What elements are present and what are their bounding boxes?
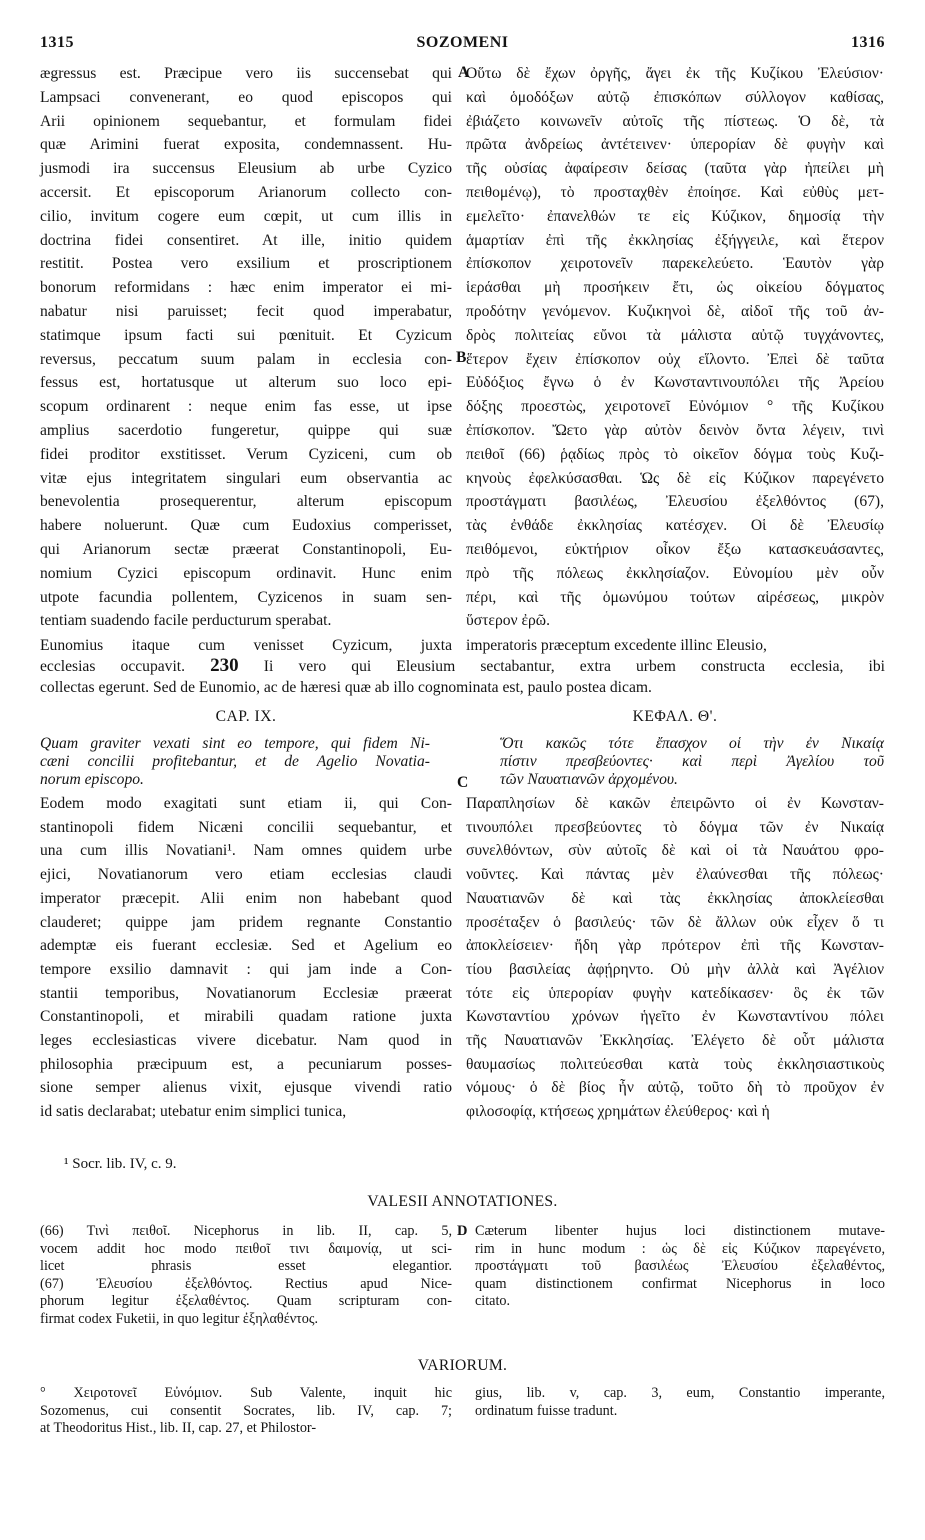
greek-text-line: πρῶτα ἀνδρείως ἀντέτεινεν· ὑπερορίαν δὲ φυγὴν καὶ bbox=[466, 136, 884, 154]
latin-body-line: id satis declarabat; utebatur enim simplici tunica, bbox=[40, 1103, 347, 1121]
footnote: ¹ Socr. lib. IV, c. 9. bbox=[64, 1156, 177, 1172]
greek-body-line: θαυμασίως πολιτεύεσθαι κατὰ τοὺς ἐκκλησιαστικοὺς bbox=[466, 1055, 884, 1073]
latin-text-line: ægressus est. Præcipue vero iis succensebat qui bbox=[40, 65, 452, 82]
latin-text-line: vitæ ejus integritatem singulari eum observantia ac bbox=[40, 469, 452, 487]
greek-text-line: δόξης προεστὼς, χειροτονεῖ Εὐνόμιον ° τῆς Κυζίκου bbox=[466, 398, 884, 416]
greek-text-line: πρὸ τῆς πόλεως ἐκκλησίαζον. Εὐνομίου μὲν οὖν bbox=[466, 564, 884, 582]
latin-body-line: Constantinopoli, et mirabili quadam ratione juxta bbox=[40, 1008, 452, 1026]
annotation-line: firmat codex Fuketii, in quo legitur ἐξηλαθέντος. bbox=[40, 1311, 319, 1327]
full-line-2-part-a: ecclesias occupavit. bbox=[40, 658, 186, 675]
latin-text-line: amplius sacerdotio fungeretur, quippe qui suæ bbox=[40, 422, 452, 439]
margin-marker-d: D bbox=[457, 1223, 468, 1239]
annotation-line: προστάγματι τοῦ βασιλέως Ἐλευσίου ἐξελαθέντος, bbox=[475, 1258, 885, 1275]
latin-text-line: accersit. Et episcoporum Arianorum collecto con- bbox=[40, 184, 452, 201]
latin-text-line: tentiam suadendo facile perducturum sperabat. bbox=[40, 612, 332, 630]
annotation-line: phorum legitur ἐξελαθέντος. Quam scripturam con- bbox=[40, 1293, 452, 1310]
latin-text-line: quæ Arimini fuerat exposita, condemnassent. Hu- bbox=[40, 136, 452, 154]
greek-summary-line: Ὅτι κακῶς τότε ἔπασχον οἱ τὴν ἐν Νικαίᾳ bbox=[500, 735, 884, 752]
greek-body-line: φιλοσοφίᾳ, κτήσεως χρημάτων ἐλεύθερος· καὶ ἡ bbox=[466, 1103, 770, 1121]
greek-body-line: Κωνσταντίου χρόνων ἡγεῖτο ἐν Κωνσταντίνου πόλει bbox=[466, 1008, 884, 1026]
greek-text-line: πειθοῖ (66) ῥᾳδίως πρὸς τὸ οἰκεῖον δόγμα τοὺς Κυζι- bbox=[466, 445, 884, 463]
margin-marker-c: C bbox=[457, 774, 469, 791]
latin-text-line: scopum ordinarent : neque enim fas esse, ut ipse bbox=[40, 398, 452, 416]
greek-text-line: τῆς οὐσίας ἀφαίρεσιν δείσας (ταῦτα γὰρ ἠπείλει μὴ bbox=[466, 160, 884, 178]
variorum-line: ordinatum fuisse tradunt. bbox=[475, 1402, 618, 1419]
greek-text-line: ἐπίσκοπον. Ὤετο γὰρ αὐτὸν δεινὸν ὄντα λέγειν, τινὶ bbox=[466, 422, 884, 439]
annotation-line: vocem addit hoc modo πειθοῖ τινι δαιμονίᾳ, ut sci- bbox=[40, 1240, 452, 1257]
latin-text-line: bonorum reformidans : hæc enim imperator ei mi- bbox=[40, 279, 452, 297]
latin-text-line: Arii opinionem sequebantur, et formulam fidei bbox=[40, 112, 452, 130]
greek-text-line: τὰς ἐνθάδε ἐκκλησίας κατέσχεν. Οἱ δὲ Ἐλευσίῳ bbox=[466, 517, 884, 535]
latin-text-line: nabatur nisi paruisset; fecit quod imperabatur, bbox=[40, 303, 452, 320]
latin-text-line: reversus, peccatum suum palam in ecclesia con- bbox=[40, 350, 452, 368]
annotation-line: citato. bbox=[475, 1293, 511, 1310]
latin-text-line: statimque ipsum facti sui pœnituit. Et Cyzicum bbox=[40, 326, 452, 344]
latin-text-line: restitit. Postea vero exsilium et proscriptionem bbox=[40, 255, 452, 273]
running-title: SOZOMENI bbox=[416, 34, 509, 51]
greek-text-line: πειθόμενοι, εὐκτήριον οἶκον ἔξω κατασκευάσαντες, bbox=[466, 541, 884, 558]
latin-body-line: imperator præcepit. Alii enim non habebant quod bbox=[40, 889, 452, 907]
variorum-heading: VARIORUM. bbox=[417, 1357, 508, 1374]
variorum-line: ° Χειροτονεῖ Εὐνόμιον. Sub Valente, inquit hic bbox=[40, 1385, 452, 1401]
greek-column-continuation: imperatoris præceptum excedente illinc Eleusio, bbox=[466, 637, 767, 654]
greek-body-line: ἀποκλείσειεν· ἤδη γὰρ πρότερον ἐπὶ τῆς Κωνσταν- bbox=[466, 937, 884, 955]
latin-summary-line: cæni concilii profitebantur, et de Agelio Novatia- bbox=[40, 753, 430, 770]
latin-text-line: Lampsaci convenerant, eo quod episcopos qui bbox=[40, 88, 452, 106]
latin-body-line: ademptæ eis fuerant ecclesiæ. Sed et Agelium eo bbox=[40, 937, 452, 955]
greek-text-line: δρὸς πολιτείας εὔνοι τὰ μάλιστα αὐτῷ τυγχάνοντες, bbox=[466, 326, 884, 344]
latin-text-line: jusmodi ira succensus Eleusium ab urbe Cyzico bbox=[40, 160, 452, 178]
variorum-line: at Theodoritus Hist., lib. II, cap. 27, et Philostor- bbox=[40, 1420, 317, 1437]
full-line-2-part-b: Ii vero qui Eleusium sectabantur, extra urbem constructa ecclesia, ibi bbox=[263, 658, 885, 675]
latin-text-line: fessus est, hortatusque ut alterum suo loco epi- bbox=[40, 374, 452, 392]
latin-text-line: habere noluerunt. Quæ cum Eudoxius comperisset, bbox=[40, 517, 452, 535]
greek-summary-line: πίστιν πρεσβεύοντες· καὶ περὶ Ἀγελίου τοῦ bbox=[500, 753, 884, 770]
margin-marker-a: A bbox=[458, 64, 470, 81]
variorum-line: gius, lib. v, cap. 3, eum, Constantio imperante, bbox=[475, 1385, 885, 1401]
greek-body-line: τίου βασιλείας ἀφῄρηντο. Οὐ μὴν ἀλλὰ καὶ Ἀγέλιον bbox=[466, 960, 884, 978]
latin-body-line: ejici, Novatianorum vero etiam ecclesias claudi bbox=[40, 866, 452, 884]
annotation-line: rim in hunc modum : ὡς δὲ εἰς Κύζικον παρεγένετο, bbox=[475, 1240, 885, 1257]
annotation-line: (66) Τινὶ πειθοῖ. Nicephorus in lib. II, cap. 5, bbox=[40, 1223, 452, 1239]
latin-text-line: cilio, invitum cogere eum cœpit, ut cum illis in bbox=[40, 207, 452, 225]
latin-body-line: Eodem modo exagitati sunt etiam ii, qui Con- bbox=[40, 795, 452, 812]
latin-body-line: stantinopoli fidem Nicæni concilii sequebantur, et bbox=[40, 818, 452, 836]
column-number-230: 230 bbox=[210, 655, 239, 676]
variorum-line: Sozomenus, cui consentit Socrates, lib. IV, cap. 7; bbox=[40, 1402, 452, 1419]
latin-text-line: nomium Cyzici episcopum ordinavit. Hunc enim bbox=[40, 564, 452, 582]
latin-body-line: tempore exsilio damnavit : qui jam inde a Con- bbox=[40, 960, 452, 978]
margin-marker-b: B bbox=[456, 349, 467, 366]
greek-body-line: συνελθόντων, σὺν αὐτοῖς δὲ καὶ οἱ τὰ Ναυάτου φρο- bbox=[466, 842, 884, 860]
latin-body-line: sione semper alienus vixit, ejusque vivendi ratio bbox=[40, 1079, 452, 1097]
chapter-heading-latin: CAP. IX. bbox=[215, 708, 277, 725]
annotation-line: (67) Ἐλευσίου ἐξελθόντος. Rectius apud Nice- bbox=[40, 1275, 452, 1292]
latin-line-eunomius: Eunomius itaque cum venisset Cyzicum, juxta bbox=[40, 637, 452, 654]
latin-text-line: utpote facundia pollentem, Cyzicenos in suam sen- bbox=[40, 588, 452, 606]
annotation-line: licet phrasis esset elegantior. bbox=[40, 1258, 452, 1275]
greek-body-line: τινουπόλει πρεσβεύοντες τὸ δόγμα τῶν ἐν Νικαίᾳ bbox=[466, 818, 884, 836]
greek-body-line: Παραπλησίων δὲ κακῶν ἐπειρῶντο οἱ ἐν Κωνσταν- bbox=[466, 795, 884, 812]
latin-body-line: leges ecclesiasticas vivere dicebatur. Nam quod in bbox=[40, 1032, 452, 1049]
greek-body-line: Ναυατιανῶν δὲ καὶ τὰς ἐκκλησίας ἀποκλείεσθαι bbox=[466, 889, 884, 907]
greek-text-line: κηνοὺς ἐφελκύσασθαι. Ὡς δὲ εἰς Κύζικον παρεγένετο bbox=[466, 469, 884, 487]
page-number-left: 1315 bbox=[40, 34, 74, 51]
greek-body-line: τῆς Ναυατιανῶν Ἐκκλησίας. Ἐλέγετο δὲ οὗτ μάλιστα bbox=[466, 1032, 884, 1049]
greek-text-line: ἐβιάζετο κοινωνεῖν αὐτοῖς τῆς πίστεως. Ὁ δὲ, τὰ bbox=[466, 112, 884, 130]
valesii-heading: VALESII ANNOTATIONES. bbox=[367, 1193, 558, 1210]
greek-text-line: Εὐδόξιος ἔγνω ὁ ἐν Κωνσταντινουπόλει τῆς Ἀρείου bbox=[466, 374, 884, 392]
greek-text-line: Οὕτω δὲ ἔχων ὀργῆς, ἄγει ἐκ τῆς Κυζίκου Ἐλεύσιον· bbox=[466, 65, 884, 82]
annotation-line: Cæterum libenter hujus loci distinctionem mutave- bbox=[475, 1223, 885, 1239]
full-width-line-2 bbox=[40, 656, 885, 676]
latin-text-line: benevolentia prosequerentur, alterum episcopum bbox=[40, 493, 452, 511]
greek-text-line: ὕστερον ἐρῶ. bbox=[466, 612, 550, 630]
greek-text-line: προστάγματι βασιλέως, Ἐλευσίου ἐξελθόντος (67), bbox=[466, 493, 884, 511]
greek-text-line: πέρι, καὶ τῆς ὁμωνύμου τούτων αἱρέσεως, μικρὸν bbox=[466, 588, 884, 606]
latin-body-line: stantii temporibus, Novatianorum Ecclesiæ præerat bbox=[40, 984, 452, 1002]
greek-summary-line: τῶν Ναυατιανῶν ἀρχομένου. bbox=[500, 771, 678, 788]
greek-text-line: ἕτερον ἔχειν ἐπίσκοπον οὐχ εἵλοντο. Ἐπεὶ δὲ ταῦτα bbox=[466, 350, 884, 368]
greek-body-line: νόμους· ὁ δὲ βίος ἦν αὐτῷ, τοῦτο δὴ τὸ προῦχον ἐν bbox=[466, 1079, 884, 1097]
latin-text-line: doctrina fidei consentiret. At ille, initio quidem bbox=[40, 231, 452, 249]
latin-summary-line: Quam graviter vexati sint eo tempore, qui fidem Ni- bbox=[40, 735, 430, 752]
chapter-heading-greek: ΚΕΦΑΛ. Θ'. bbox=[632, 708, 718, 725]
latin-body-line: una cum illis Novatiani¹. Nam omnes quidem urbe bbox=[40, 842, 452, 860]
greek-text-line: εμελεῖτο· ἐπανελθών τε εἰς Κύζικον, δημοσίᾳ τὴν bbox=[466, 207, 884, 225]
greek-text-line: ἐπίσκοπον χειροτονεῖν παρεκελεύετο. Ἑαυτὸν γὰρ bbox=[466, 255, 884, 273]
annotation-line: quam distinctionem confirmat Nicephorus in loco bbox=[475, 1275, 885, 1292]
greek-body-line: νοῦντες. Καὶ πάντας μὲν ἐλαύνεσθαι τῆς πόλεως· bbox=[466, 866, 884, 884]
greek-body-line: προσέταξεν ὁ βασιλεύς· τῶν δὲ ἄλλων οὐκ εἶχεν ὅ τι bbox=[466, 913, 884, 931]
greek-text-line: ἱεράσθαι μὴ προσήκειν ἔτι, ὡς οἰκείου δόγματος bbox=[466, 279, 884, 297]
latin-body-line: philosophia præcipuum est, a pecuniarum posses- bbox=[40, 1055, 452, 1073]
latin-body-line: clauderet; quippe jam pridem regnante Constantio bbox=[40, 913, 452, 931]
greek-body-line: τότε εἰς ὑπερορίαν φυγὴν κατεδίκασεν· ὃς ἐκ τῶν bbox=[466, 984, 884, 1002]
latin-text-line: qui Arianorum sectæ præerat Constantinopoli, Eu- bbox=[40, 541, 452, 558]
full-width-line-3: collectas egerunt. Sed de Eunomio, ac de hæresi quæ ab illo cognominata est, paulo postea dicam. bbox=[40, 679, 652, 696]
greek-text-line: καὶ ὁμοδόξων αὐτῷ ἐπισκόπων σύλλογον καθίσας, bbox=[466, 88, 884, 106]
page-number-right: 1316 bbox=[851, 34, 885, 51]
greek-text-line: προδότην γενόμενον. Κυζικηνοὶ δὲ, αἰδοῖ τῆς τοῦ ἀν- bbox=[466, 303, 884, 320]
greek-text-line: πειθομένῳ), τὸ προσταχθὲν ἐποίησε. Καὶ εὐθὺς μετ- bbox=[466, 184, 884, 201]
greek-text-line: ἁμαρτίαν ἐπὶ τῆς ἐκκλησίας ἐξήγγειλε, καὶ ἕτερον bbox=[466, 231, 884, 249]
latin-text-line: fidei proditor exstitisset. Verum Cyziceni, cum ob bbox=[40, 445, 452, 463]
latin-summary-line: norum episcopo. bbox=[40, 771, 144, 788]
